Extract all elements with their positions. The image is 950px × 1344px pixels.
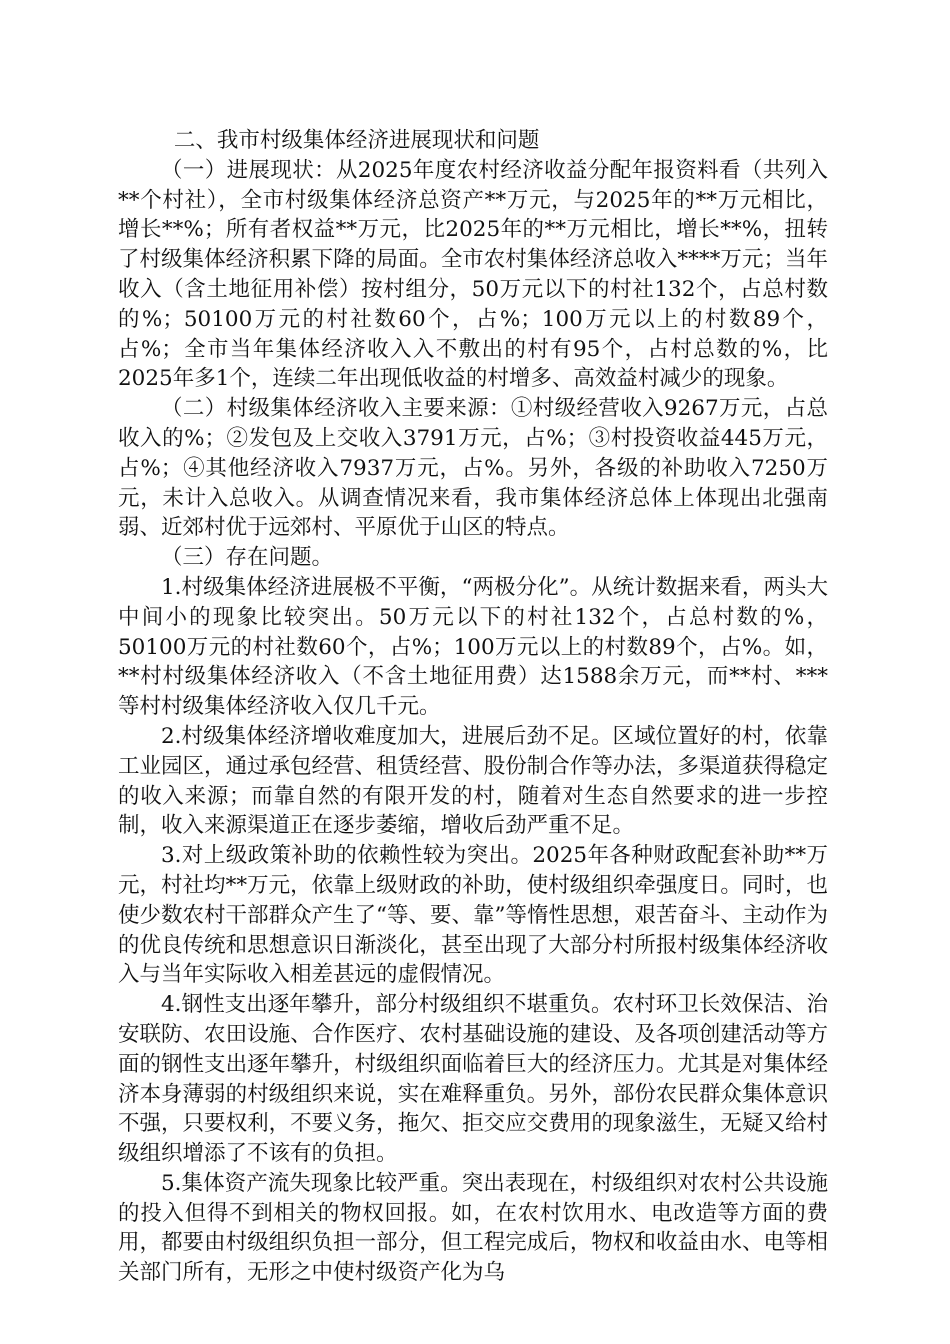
document-body <box>118 126 828 1288</box>
paragraph-development-status: （一）进展现状：从2025年度农村经济收益分配年报资料看（共列入**个村社），全市村级集体经济总资产**万元，与2025年的**万元相比，增长**%；所有者权益**万元，比2025年的**万元相比，增长**%，扭转了村级集体经济积累下降的局面。全市农村集体经济总收入****万元；当年收入（含土地征用补偿）按村组分，50万元以下的村社132个，占总村数的%；50100万元的村社数60个，占%；100万元以上的村数89个，占%；全市当年集体经济收入入不敷出的村有95个，占村总数的%，比2025年多1个，连续二年出现低收益的村增多、高效益村减少的现象。 <box>118 157 828 392</box>
paragraph-problem-3: 3.对上级政策补助的依赖性较为突出。2025年各种财政配套补助**万元，村社均**万元，依靠上级财政的补助，使村级组织牵强度日。同时，也使少数农村干部群众产生了“等、要、靠”等惰性思想，艰苦奋斗、主动作为的优良传统和思想意识日渐淡化，甚至出现了大部分村所报村级集体经济收入与当年实际收入相差甚远的虚假情况。 <box>118 843 828 988</box>
paragraph-problem-2: 2.村级集体经济增收难度加大，进展后劲不足。区域位置好的村，依靠工业园区，通过承包经营、租赁经营、股份制合作等办法，多渠道获得稳定的收入来源；而靠自然的有限开发的村，随着对生态自然要求的进一步控制，收入来源渠道正在逐步萎缩，增收后劲严重不足。 <box>118 723 828 839</box>
paragraph-problems-heading: （三）存在问题。 <box>161 545 334 571</box>
paragraph-income-sources: （二）村级集体经济收入主要来源：①村级经营收入9267万元，占总收入的%；②发包及上交收入3791万元，占%；③村投资收益445万元，占%；④其他经济收入7937万元，占%。另外，各级的补助收入7250万元，未计入总收入。从调查情况来看，我市集体经济总体上体现出北强南弱、近郊村优于远郊村、平原优于山区的特点。 <box>118 396 828 541</box>
paragraph-problem-5: 5.集体资产流失现象比较严重。突出表现在，村级组织对农村公共设施的投入但得不到相关的物权回报。如，在农村饮用水、电改造等方面的费用，都要由村级组织负担一部分，但工程完成后，物权和收益由水、电等相关部门所有，无形之中使村级资产化为乌 <box>118 1170 828 1286</box>
paragraph-problem-4: 4.钢性支出逐年攀升，部分村级组织不堪重负。农村环卫长效保洁、治安联防、农田设施、合作医疗、农村基础设施的建设、及各项创建活动等方面的钢性支出逐年攀升，村级组织面临着巨大的经济压力。尤其是对集体经济本身薄弱的村级组织来说，实在难释重负。另外，部份农民群众集体意识不强，只要权利，不要义务，拖欠、拒交应交费用的现象滋生，无疑又给村级组织增添了不该有的负担。 <box>118 992 828 1167</box>
section-heading: 二、我市村级集体经济进展现状和问题 <box>173 128 540 153</box>
paragraph-problem-1: 1.村级集体经济进展极不平衡，“两极分化”。从统计数据来看，两头大中间小的现象比较突出。50万元以下的村社132个，占总村数的%，50100万元的村社数60个，占%；100万元以上的村数89个，占%。如，**村村级集体经济收入（不含土地征用费）达1588余万元，而**村、***等村村级集体经济收入仅几千元。 <box>118 574 828 720</box>
